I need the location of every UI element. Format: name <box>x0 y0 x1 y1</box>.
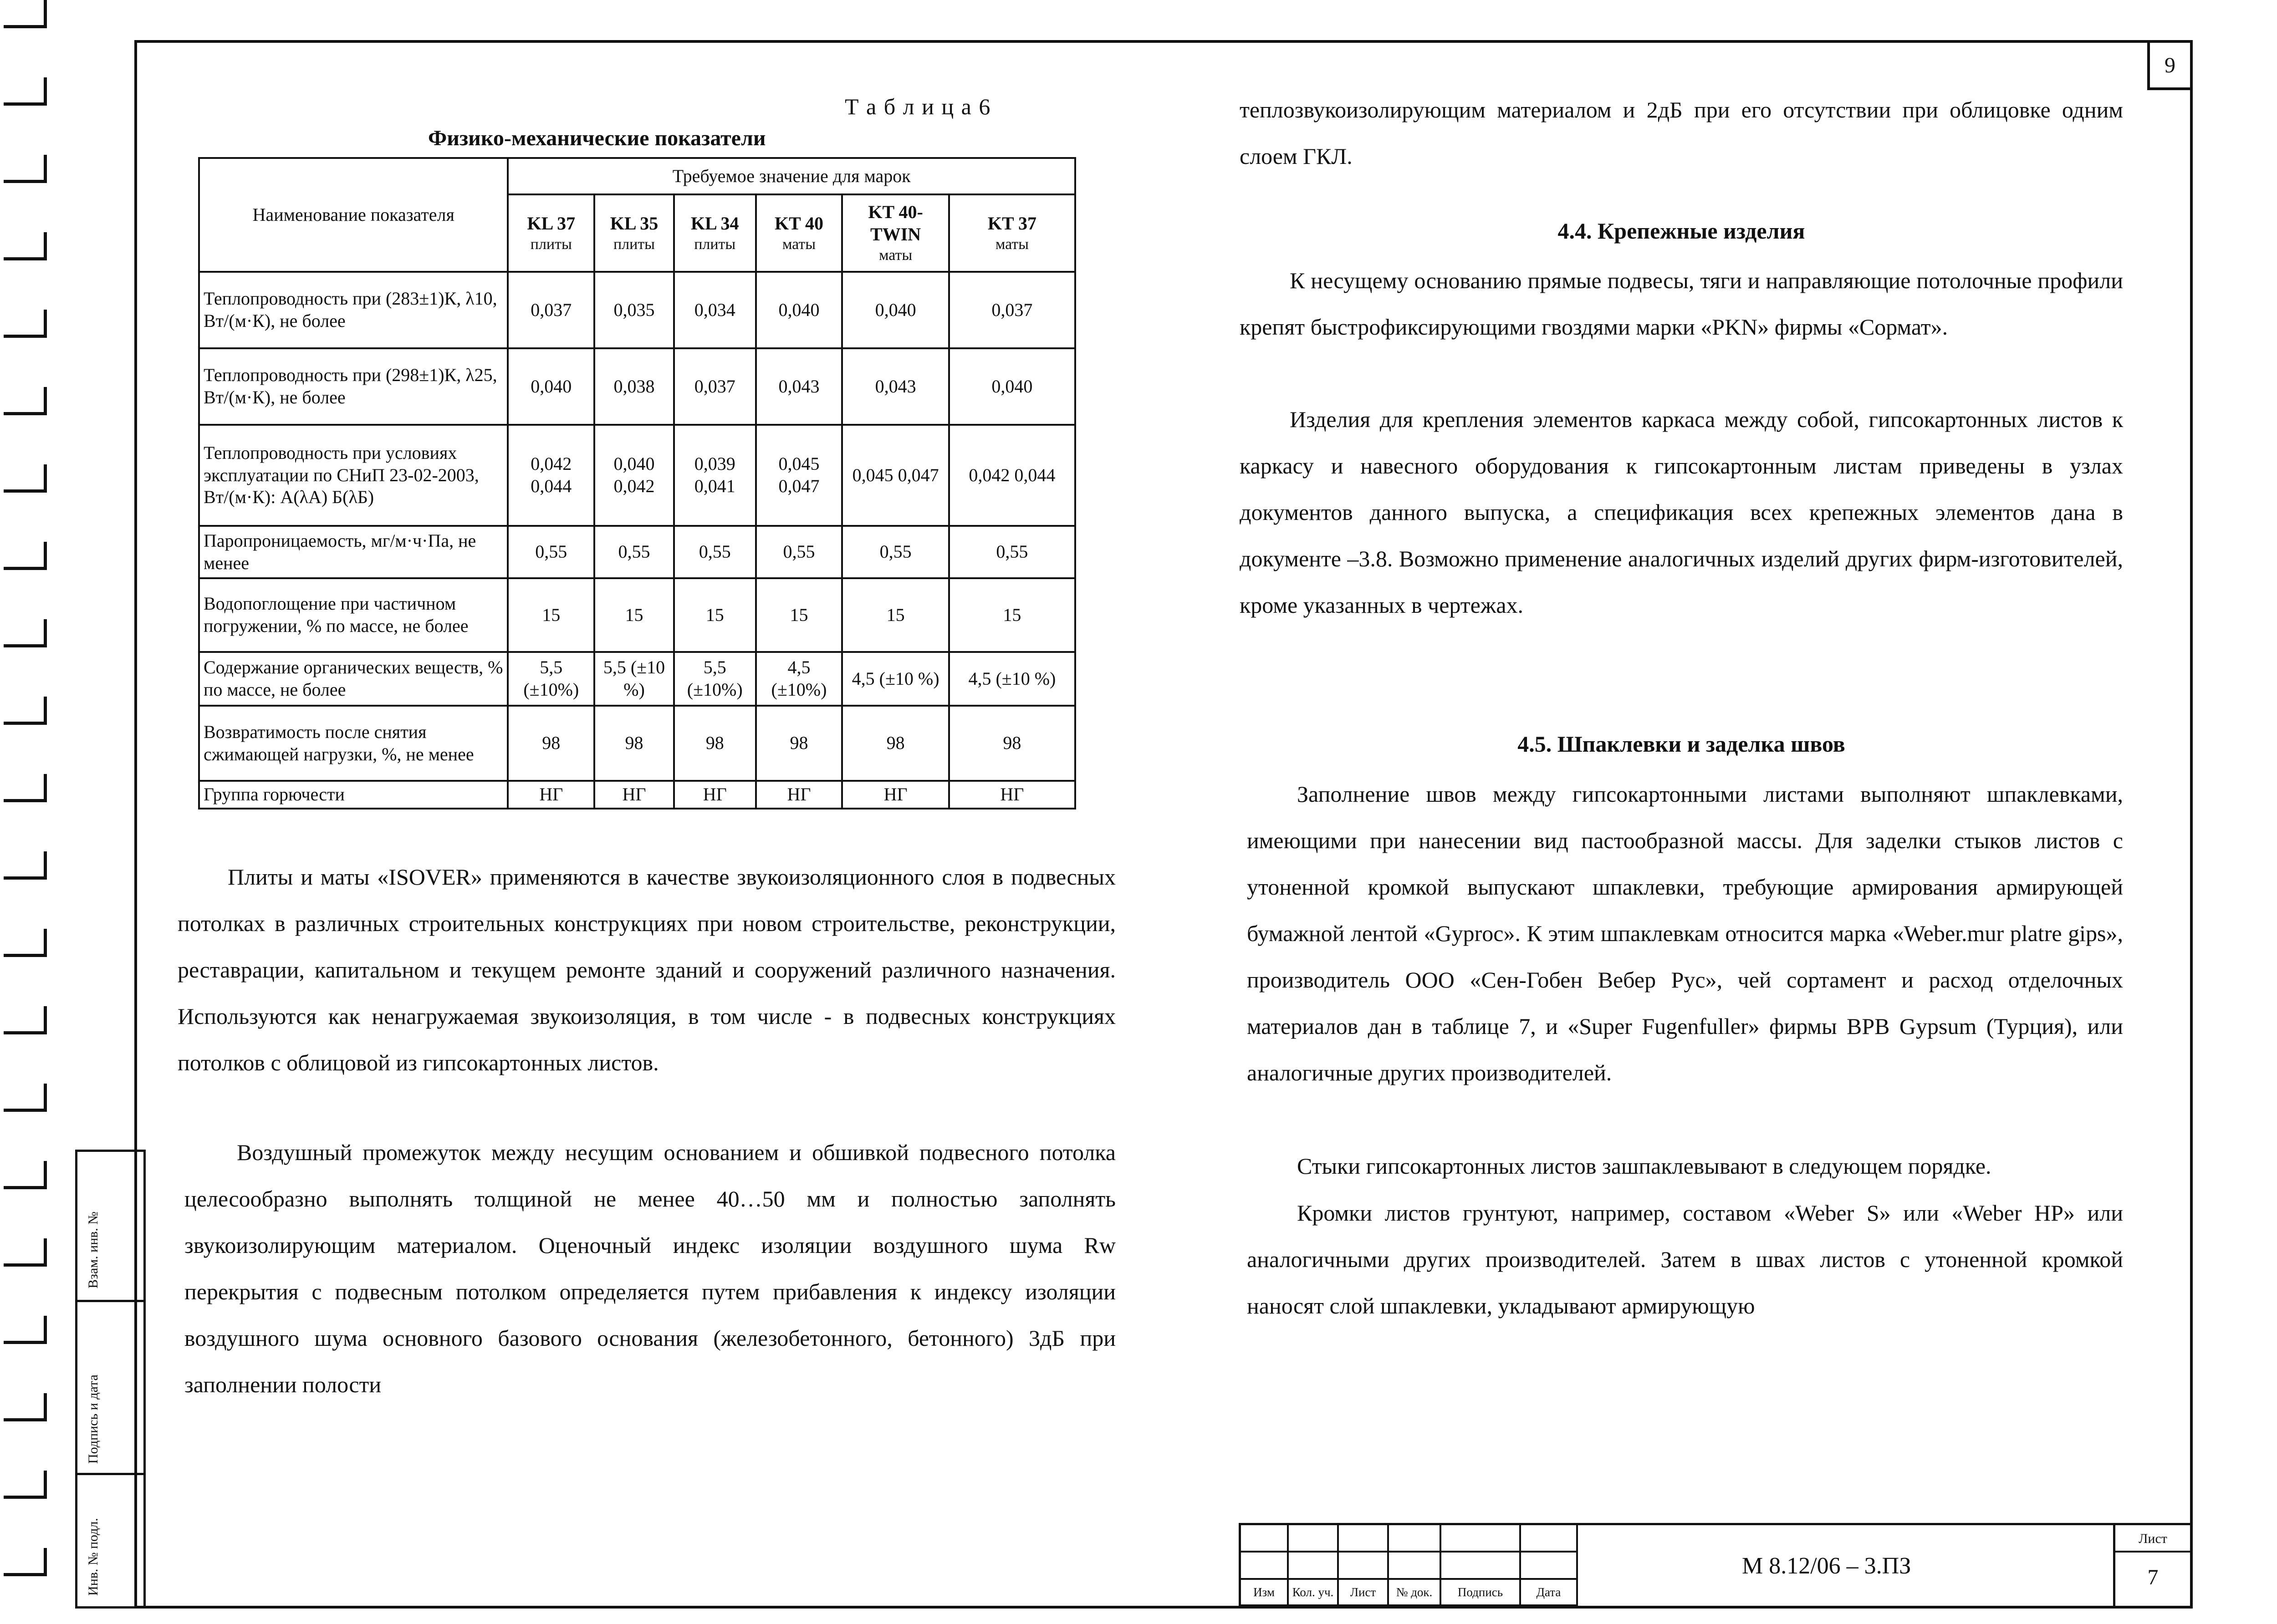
mark-header: KT 37 маты <box>949 194 1075 272</box>
cell-value: 0,55 <box>594 526 674 578</box>
left-paragraph-1: Плиты и маты «ISOVER» применяются в качестве звукоизоляционного слоя в подвесных потолках в различных строительных конструкциях при новом строительстве, реконструкции, реставрации, капитальном и текущем ремонте зданий и сооружений различного назначения. Используются как ненагружаемая звукоизоляция, в том числе - в подвесных конструкциях потолков с облицовой из гипсокартонных листов. <box>178 864 1116 1075</box>
cell-value: 15 <box>674 578 756 652</box>
cell-value: 98 <box>674 706 756 781</box>
title-block <box>1239 1523 2193 1609</box>
cell-value: 0,037 <box>949 272 1075 348</box>
cell-value: 0,042 0,044 <box>949 425 1075 526</box>
row-label: Теплопроводность при условиях эксплуатации по СНиП 23-02-2003, Вт/(м·К): А(λА) Б(λБ) <box>199 425 508 526</box>
mark-header: KL 37 плиты <box>508 194 594 272</box>
cell-value: 0,043 <box>842 348 949 425</box>
cell-value: 0,042 0,044 <box>508 425 594 526</box>
row-label: Теплопроводность при (283±1)К, λ10, Вт/(м·К), не более <box>199 272 508 348</box>
mark-header: KL 35 плиты <box>594 194 674 272</box>
cell-value: 0,040 <box>756 272 842 348</box>
cell-value: 5,5 (±10 %) <box>594 652 674 706</box>
col-list: Лист <box>1339 1580 1389 1606</box>
left-paragraph-2: Воздушный промежуток между несущим основанием и обшивкой подвесного потолка целесообразно выполнять толщиной не менее 40…50 мм и полностью заполнять звукоизолирующим материалом. Оценочный индекс изоляции воздушного шума Rw перекрытия с подвесным потолком определяется путем прибавления к индексу изоляции воздушного шума основного базового основания (железобетонного, бетонного) 3дБ при заполнении полости <box>184 1140 1116 1397</box>
cell-value: НГ <box>508 781 594 809</box>
mark-header: KT 40 маты <box>756 194 842 272</box>
cell-value: 15 <box>594 578 674 652</box>
cell-value: 5,5 (±10%) <box>674 652 756 706</box>
table-row <box>199 578 1075 652</box>
cell-value: 0,55 <box>949 526 1075 578</box>
header-required: Требуемое значение для марок <box>508 158 1075 194</box>
table-row <box>199 706 1075 781</box>
stamp-cell-podpis <box>77 1302 143 1475</box>
cell-value: НГ <box>842 781 949 809</box>
heading-4-5: 4.5. Шпаклевки и заделка швов <box>1517 731 1845 757</box>
stamp-label-podpis: Подпись и дата <box>86 1375 101 1464</box>
cell-value: 15 <box>842 578 949 652</box>
cell-value: 0,55 <box>842 526 949 578</box>
cell-value: 0,55 <box>508 526 594 578</box>
cell-value: 15 <box>949 578 1075 652</box>
cell-value: 98 <box>508 706 594 781</box>
cell-value: 4,5 (±10%) <box>756 652 842 706</box>
right-paragraph-0: теплозвукоизолирующим материалом и 2дБ при его отсутствии при облицовке одним слоем ГКЛ. <box>1240 97 2123 169</box>
mark-header: KT 40-TWIN маты <box>842 194 949 272</box>
row-label: Группа горючести <box>199 781 508 809</box>
cell-value: 0,037 <box>508 272 594 348</box>
cell-value: НГ <box>949 781 1075 809</box>
left-stamp <box>75 1150 146 1609</box>
col-doc: № док. <box>1389 1580 1441 1606</box>
cell-value: 0,045 0,047 <box>842 425 949 526</box>
cell-value: 0,040 <box>842 272 949 348</box>
col-data: Дата <box>1521 1580 1578 1606</box>
right-paragraph-1: К несущему основанию прямые подвесы, тяги и направляющие потолочные профили крепят быстрофиксирующими гвоздями марки «PKN» фирмы «Сормат». <box>1240 268 2123 340</box>
sheet-label: Лист <box>2115 1525 2190 1553</box>
cell-value: 0,040 0,042 <box>594 425 674 526</box>
cell-value: 0,035 <box>594 272 674 348</box>
cell-value: 15 <box>756 578 842 652</box>
cell-value: 15 <box>508 578 594 652</box>
cell-value: 0,039 0,041 <box>674 425 756 526</box>
cell-value: 4,5 (±10 %) <box>949 652 1075 706</box>
cell-value: 0,040 <box>949 348 1075 425</box>
revision-grid <box>1241 1525 1578 1606</box>
stamp-label-vzam: Взам. инв. № <box>86 1211 101 1288</box>
table-row <box>199 425 1075 526</box>
cell-value: 0,040 <box>508 348 594 425</box>
cell-value: 98 <box>756 706 842 781</box>
table-row <box>199 781 1075 809</box>
right-paragraph-3: Заполнение швов между гипсокартонными листами выполняют шпаклевками, имеющими при нанесении вид пастообразной массы. Для заделки стыков листов с утоненной кромкой выпускают шпаклевки, требующие армирования армирующей бумажной лентой «Gyproc». К этим шпаклевкам относится марка «Weber.mur platre gips», производитель ООО «Сен-Гобен Вебер Рус», чей сортамент и расход отделочных материалов дан в таблице 7, и «Super Fugenfuller» фирмы BPB Gypsum (Турция), или аналогичные других производителей. <box>1247 781 2123 1085</box>
cell-value: 98 <box>949 706 1075 781</box>
mark-header: KL 34 плиты <box>674 194 756 272</box>
cell-value: 0,045 0,047 <box>756 425 842 526</box>
table-row <box>199 652 1075 706</box>
document-code: М 8.12/06 – 3.ПЗ <box>1742 1553 1911 1579</box>
row-label: Возвратимость после снятия сжимающей нагрузки, %, не менее <box>199 706 508 781</box>
cell-value: 4,5 (±10 %) <box>842 652 949 706</box>
right-paragraph-5: Кромки листов грунтуют, например, составом «Weber S» или «Weber HP» или аналогичными других производителей. Затем в швах листов с утоненной кромкой наносят слой шпаклевки, укладывают армирующую <box>1247 1200 2123 1319</box>
properties-table <box>198 157 1076 809</box>
stamp-label-inv: Инв. № подл. <box>86 1518 101 1596</box>
cell-value: 0,037 <box>674 348 756 425</box>
cell-value: 0,038 <box>594 348 674 425</box>
col-izm: Изм <box>1241 1580 1289 1606</box>
sheet-value: 7 <box>2147 1565 2159 1589</box>
row-label: Водопоглощение при частичном погружении, % по массе, не более <box>199 578 508 652</box>
header-name: Наименование показателя <box>199 158 508 272</box>
cell-value: 0,55 <box>756 526 842 578</box>
row-label: Теплопроводность при (298±1)К, λ25, Вт/(м·К), не более <box>199 348 508 425</box>
stamp-cell-inv <box>77 1475 143 1606</box>
right-paragraph-2: Изделия для крепления элементов каркаса между собой, гипсокартонных листов к каркасу и навесного оборудования к гипсокартонным листам приведены в узлах документов данного выпуска, а спецификация всех крепежных элементов дана в документе –3.8. Возможно применение аналогичных изделий других фирм-изготовителей, кроме указанных в чертежах. <box>1240 407 2123 618</box>
cell-value: 98 <box>842 706 949 781</box>
sheet-number: 9 <box>2147 40 2193 90</box>
cell-value: 0,043 <box>756 348 842 425</box>
cell-value: 0,55 <box>674 526 756 578</box>
sheet-cell <box>2113 1525 2190 1606</box>
cell-value: 0,034 <box>674 272 756 348</box>
cell-value: НГ <box>594 781 674 809</box>
cell-value: НГ <box>756 781 842 809</box>
cell-value: НГ <box>674 781 756 809</box>
row-label: Паропроницаемость, мг/м·ч·Па, не менее <box>199 526 508 578</box>
table-title: Физико-механические показатели <box>428 126 766 150</box>
col-podpis: Подпись <box>1441 1580 1521 1606</box>
table-caption: Т а б л и ц а 6 <box>845 94 991 119</box>
table-row <box>199 272 1075 348</box>
stamp-cell-vzam <box>77 1152 143 1302</box>
col-kol-uch: Кол. уч. <box>1289 1580 1339 1606</box>
cell-value: 98 <box>594 706 674 781</box>
table-row <box>199 348 1075 425</box>
heading-4-4: 4.4. Крепежные изделия <box>1557 218 1805 244</box>
table-row <box>199 526 1075 578</box>
right-paragraph-4: Стыки гипсокартонных листов зашпаклевывают в следующем порядке. <box>1297 1153 1991 1179</box>
row-label: Содержание органических веществ, % по массе, не более <box>199 652 508 706</box>
cell-value: 5,5 (±10%) <box>508 652 594 706</box>
